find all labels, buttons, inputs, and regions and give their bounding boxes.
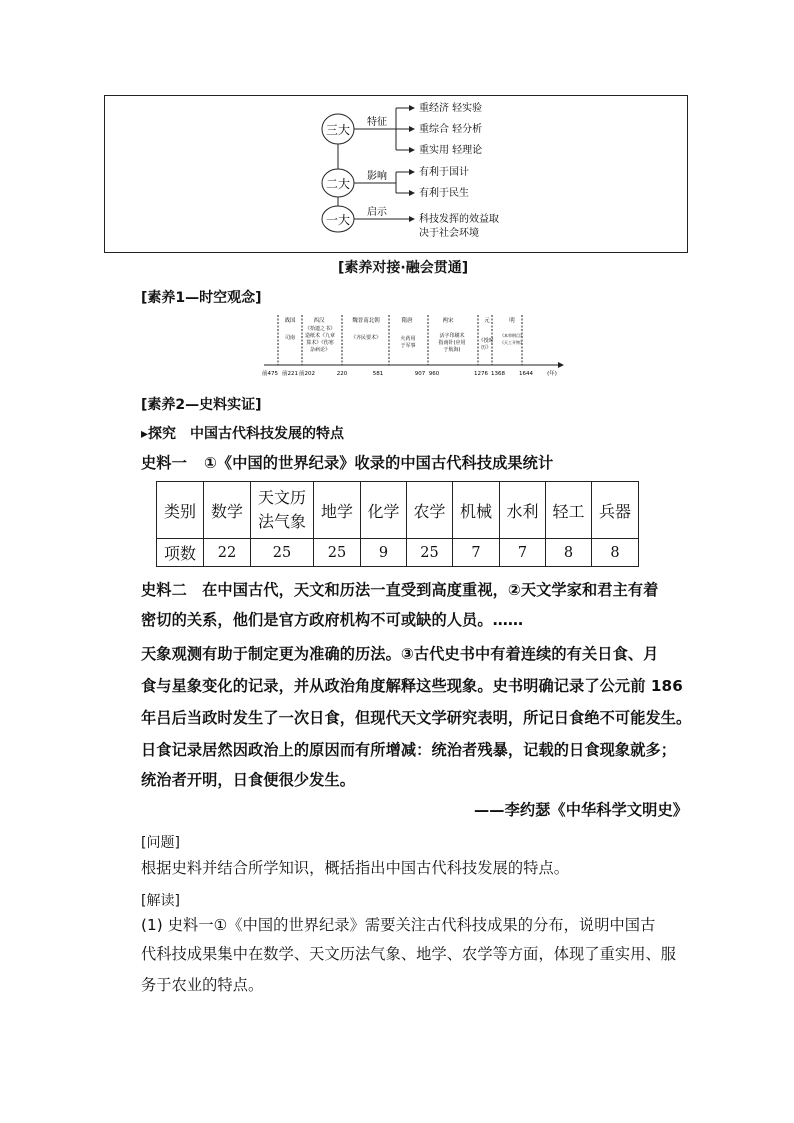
achievement-label: 造纸术《九章 <box>304 333 336 339</box>
table-cell: 数学 <box>204 482 251 539</box>
explore-heading: ▸探究 中国古代科技发展的特点 <box>141 426 345 442</box>
table-cell: 项数 <box>157 539 204 567</box>
achievement-stat-table <box>156 481 639 567</box>
table-cell <box>251 482 314 539</box>
analysis-label: [解读] <box>141 893 180 909</box>
table-cell: 化学 <box>361 482 407 539</box>
achievement-label: 火药用 <box>400 336 416 342</box>
arrow-icon <box>409 126 415 132</box>
era-label: 魏晋南北朝 <box>352 318 380 324</box>
era-label: 明 <box>509 318 515 324</box>
achievement-label: 《本草纲目》 <box>500 333 524 338</box>
table-cell: 轻工 <box>546 482 592 539</box>
arrow-icon <box>409 190 415 196</box>
arrow-icon <box>409 169 415 175</box>
table-cell: 8 <box>546 539 592 567</box>
material2-line: 食与星象变化的记录，并从政治角度解释这些现象。史书明确记录了公元前 186 <box>141 677 683 695</box>
node-three-label: 三大 <box>325 123 351 137</box>
table-cell: 7 <box>500 539 546 567</box>
enlightenment-line: 科技发挥的效益取 <box>419 214 499 225</box>
literacy1-heading: [素养1—时空观念] <box>141 290 262 306</box>
achievement-label: 于军事 <box>400 343 416 349</box>
summary-diagram-box <box>104 95 688 253</box>
edge-label-impact: 影响 <box>367 171 387 182</box>
table-cell: 水利 <box>500 482 546 539</box>
table-cell: 地学 <box>314 482 361 539</box>
achievement-label: 指南针(应用 <box>438 340 466 346</box>
node-two-label: 二大 <box>325 177 351 191</box>
table-cell: 25 <box>314 539 361 567</box>
analysis-line: 代科技成果集中在数学、天文历法气象、地学、农学等方面，体现了重实用、服 <box>141 945 677 963</box>
table-cell: 农学 <box>407 482 453 539</box>
analysis-line: (1) 史料一①《中国的世界纪录》需要关注古代科技成果的分布，说明中国古 <box>141 916 656 934</box>
material1-line <box>141 452 553 473</box>
tick-label: 1644 <box>519 371 533 377</box>
table-cell: 9 <box>361 539 407 567</box>
edge-label-enlightenment: 启示 <box>367 207 387 218</box>
node-one-label: 一大 <box>325 213 351 227</box>
material2-source: ——李约瑟《中华科学文明史》 <box>474 801 689 819</box>
table-cell: 25 <box>251 539 314 567</box>
material2-line: 密切的关系，他们是官方政府机构不可或缺的人员。…… <box>141 611 524 629</box>
enlightenment-line: 决于社会环境 <box>419 228 479 239</box>
material1-prefix: 史料一 <box>141 454 187 472</box>
material2-line: 天象观测有助于制定更为准确的历法。③古代史书中有着连续的有关日食、月 <box>141 645 659 663</box>
table-cell: 8 <box>592 539 639 567</box>
table-cell: 22 <box>204 539 251 567</box>
achievement-label: 活字印刷术 <box>439 333 465 339</box>
impact-item: 有利于国计 <box>419 167 469 178</box>
tick-label: 前221 <box>282 371 298 377</box>
table-cell: 类别 <box>157 482 204 539</box>
tick-label: 960 <box>428 371 440 377</box>
table-cell: 机械 <box>453 482 500 539</box>
question-label: [问题] <box>141 835 180 851</box>
impact-item: 有利于民生 <box>419 188 469 199</box>
table-header-row <box>157 482 639 539</box>
era-label: 元 <box>484 318 490 324</box>
tick-label: 581 <box>372 371 384 377</box>
edge-label-features: 特征 <box>367 117 387 128</box>
achievement-label: 《拾遗之书》 <box>304 326 336 332</box>
achievement-label: 历》 <box>480 345 492 351</box>
era-label: 西汉 <box>313 318 325 324</box>
material2-line: 日食记录居然因政治上的原因而有所增减：统治者残暴，记载的日食现象就多； <box>141 741 677 759</box>
achievement-label: 于航海) <box>443 347 461 353</box>
feature-item: 重实用 轻理论 <box>419 145 483 156</box>
question-text: 根据史料并结合所学知识，概括指出中国古代科技发展的特点。 <box>141 859 570 877</box>
table-cell: 兵器 <box>592 482 639 539</box>
tick-label: 前202 <box>299 371 315 377</box>
tick-label: 1276 <box>474 371 488 377</box>
era-label: 战国 <box>284 318 296 324</box>
feature-item: 重综合 轻分析 <box>419 124 483 135</box>
tick-label: 220 <box>336 371 348 377</box>
arrow-icon <box>409 216 415 222</box>
achievement-label: 司南 <box>284 335 296 341</box>
section-title: [素养对接·融会贯通] <box>338 260 469 276</box>
achievement-label: 算术》《伤寒 <box>306 340 334 346</box>
achievement-label: 《天工开物》 <box>500 340 524 345</box>
table-cell: 7 <box>453 539 500 567</box>
achievement-label: 《授时 <box>478 338 494 344</box>
arrow-icon <box>558 362 564 368</box>
material1-text: ①《中国的世界纪录》收录的中国古代科技成果统计 <box>203 454 554 472</box>
material2-line: 年吕后当政时发生了一次日食，但现代天文学研究表明，所记日食绝不可能发生。 <box>141 709 692 727</box>
table-cell-text: 天文历法气象 <box>257 488 306 531</box>
tick-label: 1368 <box>491 371 505 377</box>
literacy2-heading: [素养2—史料实证] <box>141 397 262 413</box>
timeline <box>262 311 568 379</box>
tick-unit: (年) <box>547 371 557 377</box>
achievement-label: 杂病论》 <box>309 347 331 353</box>
achievement-label: 《齐民要术》 <box>350 335 382 341</box>
tick-label: 前475 <box>262 371 278 377</box>
table-cell: 25 <box>407 539 453 567</box>
tick-label: 907 <box>414 371 426 377</box>
material2-line: 史料二 在中国古代，天文和历法一直受到高度重视，②天文学家和君主有着 <box>141 581 659 599</box>
era-label: 隋唐 <box>401 318 413 324</box>
summary-diagram <box>105 96 689 254</box>
era-label: 两宋 <box>442 318 454 324</box>
material2-line: 统治者开明，日食便很少发生。 <box>141 771 356 789</box>
table-row <box>157 539 639 567</box>
arrow-icon <box>409 105 415 111</box>
feature-item: 重经济 轻实验 <box>419 103 483 114</box>
analysis-line: 务于农业的特点。 <box>141 976 264 994</box>
arrow-icon <box>409 147 415 153</box>
